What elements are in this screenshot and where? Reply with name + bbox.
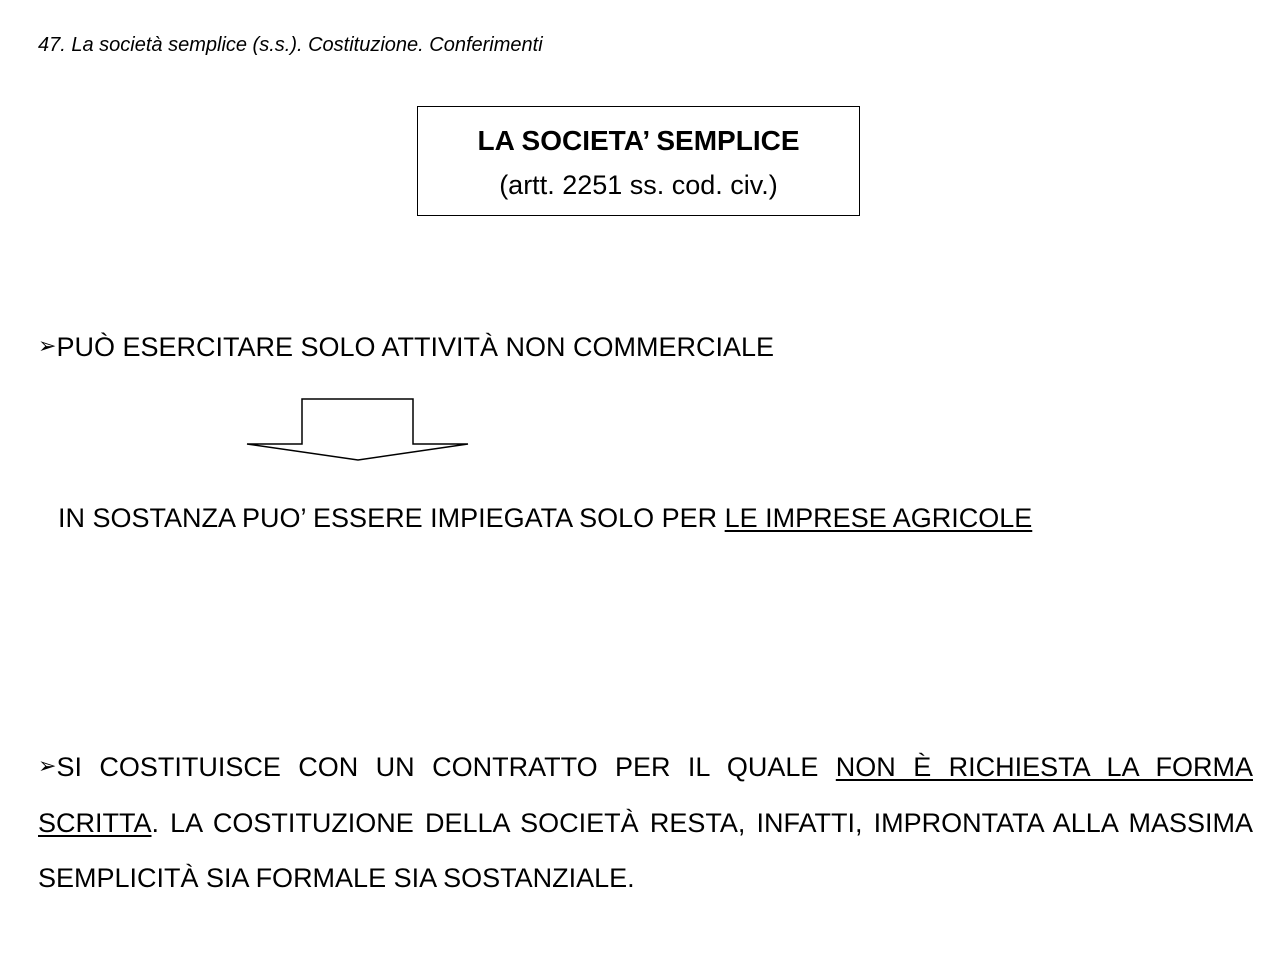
slide-subtitle: (artt. 2251 ss. cod. civ.) (499, 170, 778, 200)
forma-scritta-text: NON È RICHIESTA LA FORMA SCRITTA (38, 752, 1253, 838)
down-arrow-icon (245, 397, 471, 468)
bullet-attivita-text: PUÒ ESERCITARE SOLO ATTIVITÀ NON COMMERCIALE (56, 332, 775, 362)
arrowhead-bullet-icon: ➢ (38, 333, 57, 358)
semplicita-text: . LA COSTITUZIONE DELLA SOCIETÀ RESTA, INFATTI, IMPRONTATA ALLA MASSIMA SEMPLICITÀ SIA FORMALE SIA SOSTANZIALE. (38, 808, 1253, 893)
sostanza-line (58, 503, 1032, 534)
bullet-costituzione (38, 740, 1253, 906)
slide-title: LA SOCIETA’ SEMPLICE (477, 125, 800, 156)
title-box (417, 106, 860, 216)
slide-header: 47. La società semplice (s.s.). Costituzione. Conferimenti (38, 34, 543, 56)
costituzione-text: SI COSTITUISCE CON UN CONTRATTO PER IL QUALE (56, 752, 836, 782)
bullet-attivita (38, 332, 774, 363)
arrowhead-bullet-icon: ➢ (38, 753, 57, 778)
imprese-agricole-text: LE IMPRESE AGRICOLE (724, 503, 1033, 533)
sostanza-text: IN SOSTANZA PUO’ ESSERE IMPIEGATA SOLO PER (58, 503, 725, 533)
